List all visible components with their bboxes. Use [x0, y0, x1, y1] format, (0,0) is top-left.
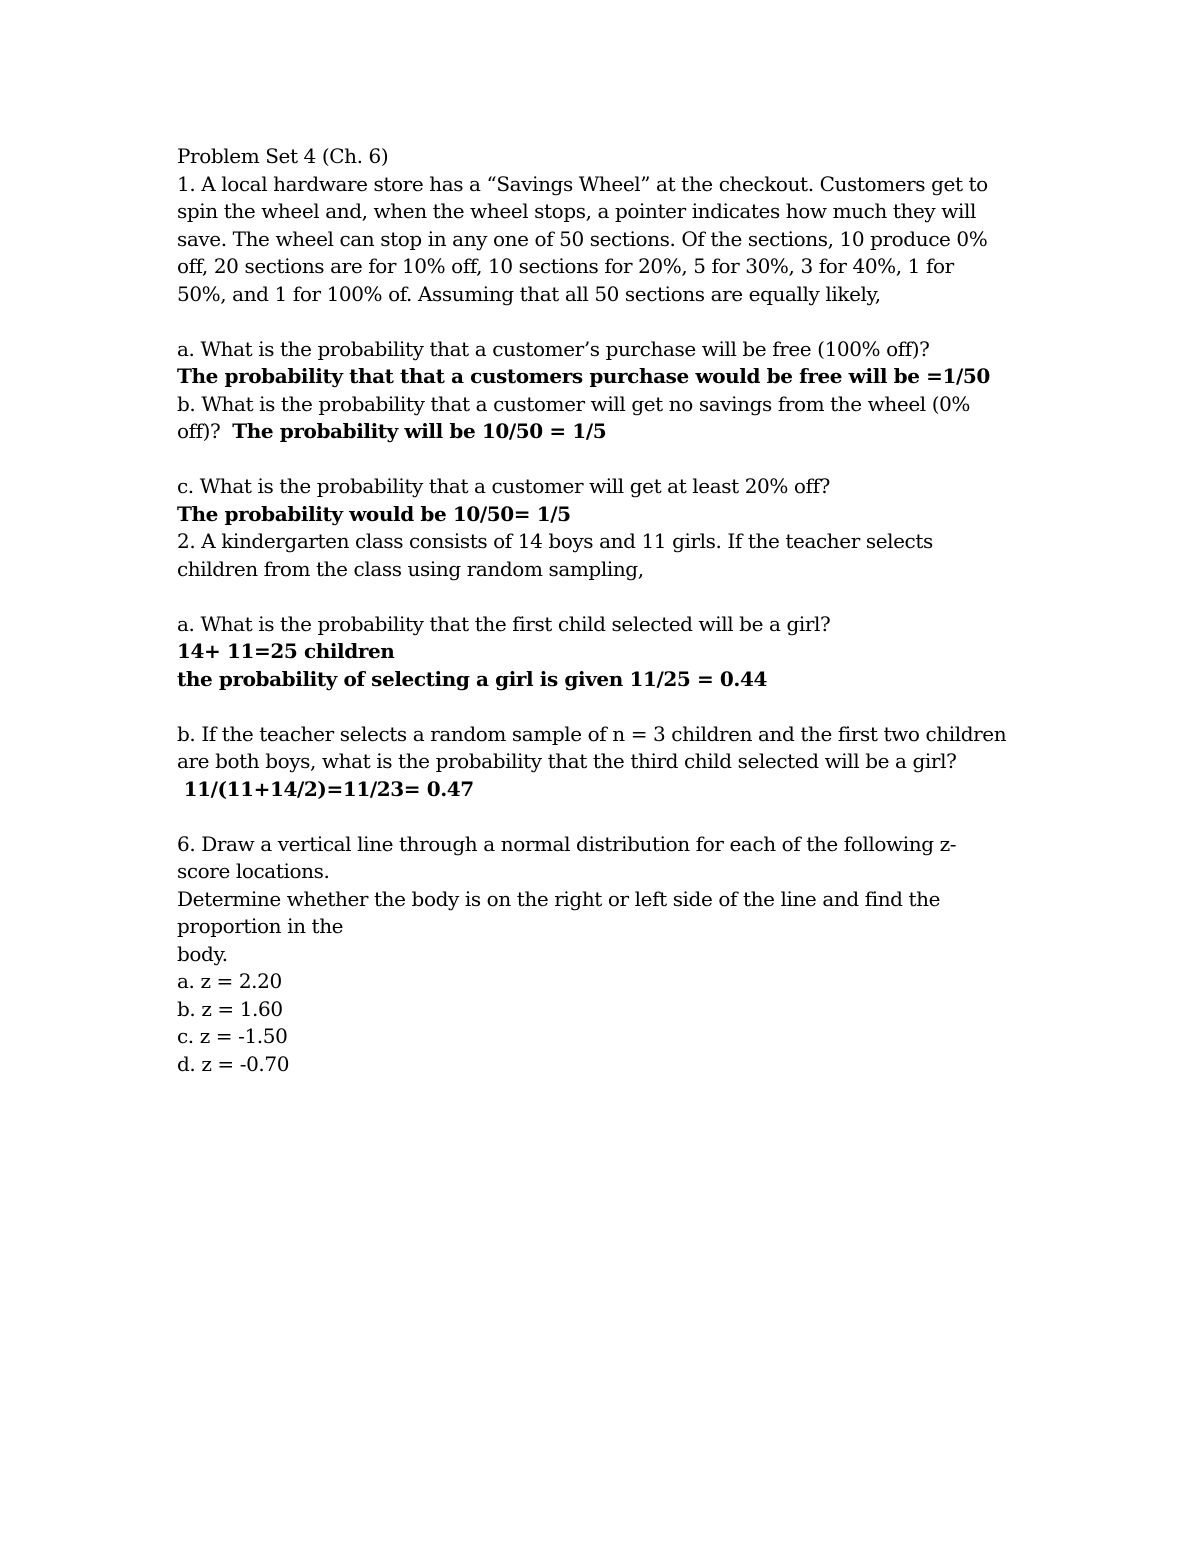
question-1b-tail: off)? — [177, 419, 233, 443]
answer-2b: 11/(11+14/2)=11/23= 0.47 — [177, 776, 474, 801]
question-6-line-2: score locations. — [177, 859, 330, 883]
answer-1c: The probability would be 10/50= 1/5 — [177, 501, 571, 526]
question-6-line-5: body. — [177, 941, 228, 966]
answer-2a-line-2: the probability of selecting a girl is given 11/25 = 0.44 — [177, 666, 768, 691]
question-2-line-1: 2. A kindergarten class consists of 14 boys and 11 girls. If the teacher selects — [177, 529, 933, 553]
answer-1a: The probability that that a customers purchase would be free will be =1/50 — [177, 364, 990, 388]
blank-line — [177, 446, 1037, 474]
question-6-line-4: proportion in the — [177, 914, 344, 938]
blank-line — [177, 693, 1037, 721]
z-score-d: d. z = -0.70 — [177, 1051, 290, 1076]
question-1-line-4: off, 20 sections are for 10% off, 10 sections for 20%, 5 for 30%, 3 for 40%, 1 for — [177, 254, 954, 278]
question-2-line-2: children from the class using random sampling, — [177, 556, 644, 581]
z-score-a: a. z = 2.20 — [177, 969, 282, 993]
answer-2a-line-1: 14+ 11=25 children — [177, 639, 395, 663]
z-score-b: b. z = 1.60 — [177, 996, 283, 1021]
document-title: Problem Set 4 (Ch. 6) — [177, 144, 389, 168]
question-2b-line-1: b. If the teacher selects a random sample of n = 3 children and the first two children — [177, 721, 1007, 746]
blank-line — [177, 583, 1037, 611]
question-6-line-3: Determine whether the body is on the right or left side of the line and find the — [177, 886, 941, 911]
question-1-line-1: 1. A local hardware store has a “Savings Wheel” at the checkout. Customers get to — [177, 171, 988, 196]
question-2a: a. What is the probability that the first child selected will be a girl? — [177, 611, 831, 636]
answer-1b: The probability will be 10/50 = 1/5 — [232, 419, 607, 443]
blank-line — [177, 803, 1037, 831]
question-1-line-3: save. The wheel can stop in any one of 50 sections. Of the sections, 10 produce 0% — [177, 226, 988, 251]
question-1b-line-2 — [177, 418, 1037, 446]
question-1c: c. What is the probability that a customer will get at least 20% off? — [177, 474, 830, 498]
question-2b-line-2: are both boys, what is the probability that the third child selected will be a girl? — [177, 749, 957, 773]
question-6-line-1: 6. Draw a vertical line through a normal distribution for each of the following z- — [177, 831, 957, 856]
z-score-c: c. z = -1.50 — [177, 1024, 288, 1048]
document-page — [177, 143, 1037, 1078]
question-1a: a. What is the probability that a customer’s purchase will be free (100% off)? — [177, 336, 930, 361]
question-1-line-5: 50%, and 1 for 100% of. Assuming that all 50 sections are equally likely, — [177, 281, 881, 306]
question-1b-line-1: b. What is the probability that a customer will get no savings from the wheel (0% — [177, 391, 971, 416]
question-1-line-2: spin the wheel and, when the wheel stops, a pointer indicates how much they will — [177, 199, 976, 223]
blank-line — [177, 308, 1037, 336]
